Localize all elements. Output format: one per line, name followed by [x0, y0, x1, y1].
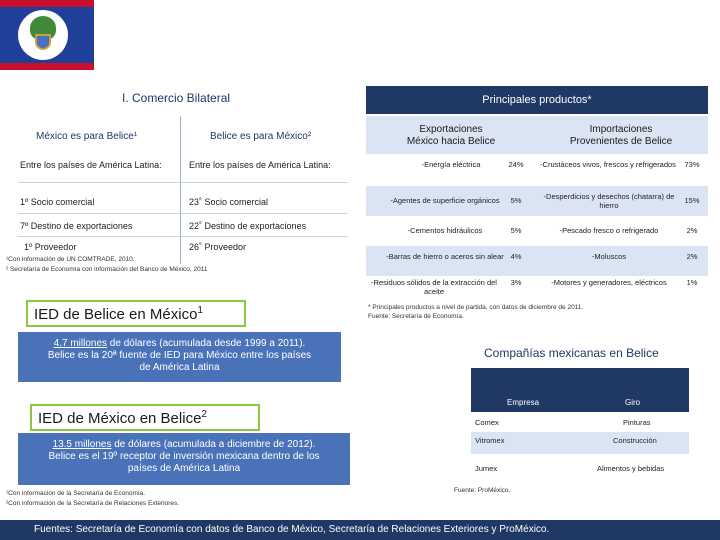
- ied-mexico-text-3: países de América Latina: [127, 463, 241, 474]
- left-row-1-col1: Entre los países de América Latina:: [20, 160, 162, 170]
- business-line-column-header: Giro: [625, 398, 641, 407]
- ied-belize-text-3: de América Latina: [139, 362, 220, 373]
- ied-belize-title-sup: 1: [197, 305, 203, 316]
- imports-column-header: Importaciones Provenientes de Belice: [569, 124, 673, 147]
- export-pct: 5%: [510, 226, 522, 235]
- left-row-divider: [18, 213, 348, 214]
- ied-mexico-title: IED de México en Belice: [38, 410, 202, 427]
- company-name: Jumex: [475, 464, 498, 473]
- belize-flag-icon: [0, 0, 94, 70]
- left-footnote-1: ¹Con información de UN COMTRADE, 2010.: [6, 256, 135, 263]
- left-row-1-col2: Entre los países de América Latina:: [189, 160, 331, 170]
- left-row-2-col2: 23˚ Socio comercial: [189, 197, 269, 207]
- company-business-line: Alimentos y bebidas: [597, 464, 665, 473]
- ied-mexico-info-box: [18, 433, 350, 485]
- products-row: [366, 186, 708, 216]
- ied-belize-amount: 4.7 millones: [53, 338, 108, 349]
- section-title: I. Comercio Bilateral: [122, 91, 231, 105]
- ied-belize-text-1: de dólares (acumulada desde 1999 a 2011).: [107, 338, 306, 349]
- import-product: -Crustáceos vivos, frescos y refrigerados: [540, 160, 676, 169]
- flag-stripe-bottom: [0, 63, 94, 70]
- company-name: Vitromex: [475, 436, 505, 445]
- export-product: -Barras de hierro o aceros sin alear: [386, 252, 504, 261]
- import-pct: 15%: [684, 196, 700, 205]
- left-row-2-col1: 1º Socio comercial: [20, 197, 95, 207]
- left-row-divider: [18, 182, 348, 183]
- company-row: [471, 458, 689, 480]
- left-row-4-col2: 26˚ Proveedor: [189, 242, 247, 252]
- import-product: -Pescado fresco o refrigerado: [559, 226, 659, 235]
- ied-belize-info-box: [18, 332, 341, 382]
- company-column-header: Empresa: [507, 398, 540, 407]
- products-row: [366, 156, 708, 186]
- ied-mexico-footnote-2: ²Con información de la Secretaría de Relaciones Exteriores.: [6, 500, 180, 507]
- products-row: [366, 216, 708, 246]
- ied-belize-title: IED de Belice en México: [34, 306, 198, 323]
- ied-belize-text-2: Belice es la 20ª fuente de IED para México entre los países: [47, 350, 312, 361]
- import-pct: 73%: [684, 160, 700, 169]
- export-product: -Cementos hidráulicos: [407, 226, 483, 235]
- left-row-divider: [18, 236, 348, 237]
- left-footnote-2: ² Secretaría de Economía con información del Banco de México, 2011: [6, 266, 208, 273]
- export-pct: 24%: [508, 160, 524, 169]
- import-product: -Motores y generadores, eléctricos: [551, 278, 667, 287]
- import-product: -Moluscos: [591, 252, 627, 261]
- ied-mexico-amount: 13.5 millones: [52, 439, 112, 450]
- import-pct: 2%: [686, 226, 698, 235]
- flag-shield-icon: [35, 34, 51, 50]
- ied-mexico-text-1: de dólares (acumulada a diciembre de 2012).: [111, 439, 316, 450]
- products-footnote-2: Fuente: Secretaría de Economía.: [368, 313, 464, 320]
- export-product: -Agentes de superficie orgánicos: [390, 196, 500, 205]
- export-pct: 4%: [510, 252, 522, 261]
- ied-mexico-footnote-1: ¹Con información de la Secretaría de Economía.: [6, 490, 146, 497]
- bottom-sources-bar: Fuentes: Secretaría de Economía con datos de Banco de México, Secretaría de Relaciones Exteriores y ProMéxico.: [0, 520, 720, 540]
- products-table-title: Principales productos*: [366, 86, 708, 114]
- products-footnote-1: * Principales productos a nivel de partida, con datos de diciembre de 2011.: [368, 304, 584, 311]
- import-pct: 1%: [686, 278, 698, 287]
- company-business-line: Construcción: [613, 436, 657, 445]
- flag-stripe-top: [0, 0, 94, 7]
- companies-table-header: [471, 368, 689, 412]
- export-product: -Residuos sólidos de la extracción del aceite: [371, 278, 497, 296]
- company-name: Comex: [475, 418, 499, 427]
- import-product: -Desperdicios y desechos (chatarra) de hierro: [543, 192, 675, 210]
- mexico-for-belize-heading: México es para Belice¹: [36, 131, 138, 142]
- export-product: -Energía eléctrica: [421, 160, 481, 169]
- export-pct: 5%: [510, 196, 522, 205]
- column-divider: [180, 116, 181, 264]
- ied-mexico-text-2: Belice es el 19º receptor de inversión mexicana dentro de los: [48, 451, 320, 462]
- belize-for-mexico-heading: Belice es para México²: [210, 131, 312, 142]
- companies-title: Compañías mexicanas en Belice: [484, 346, 659, 360]
- exports-column-header: Exportaciones México hacia Belice: [406, 124, 496, 147]
- company-row: [471, 432, 689, 454]
- products-column-headers: [366, 116, 708, 154]
- left-row-3-col2: 22˚ Destino de exportaciones: [189, 221, 307, 231]
- companies-source: Fuente: ProMéxico.: [454, 487, 511, 494]
- company-business-line: Pinturas: [623, 418, 651, 427]
- products-row: [366, 246, 708, 276]
- company-row: [471, 412, 689, 434]
- products-row: [366, 274, 708, 304]
- left-row-3-col1: 7º Destino de exportaciones: [20, 221, 133, 231]
- ied-mexico-title-box: [30, 404, 260, 431]
- ied-belize-title-box: [26, 300, 246, 327]
- import-pct: 2%: [686, 252, 698, 261]
- ied-mexico-title-sup: 2: [201, 409, 207, 420]
- export-pct: 3%: [510, 278, 522, 287]
- left-row-4-col1: 1º Proveedor: [24, 242, 77, 252]
